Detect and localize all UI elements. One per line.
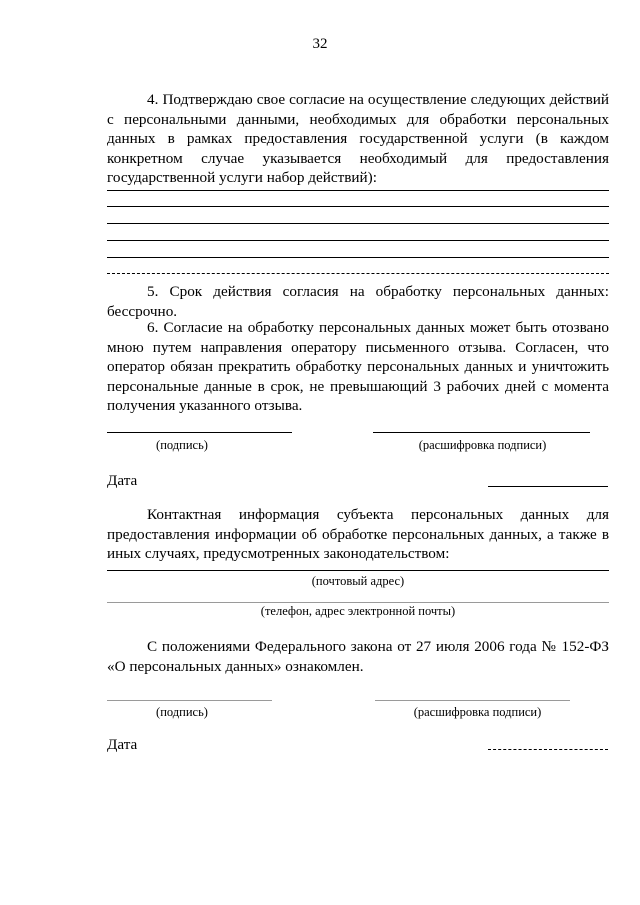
phone-email-caption: (телефон, адрес электронной почты) <box>260 604 456 618</box>
page-number: 32 <box>312 36 328 52</box>
signature-line-2 <box>107 700 272 701</box>
item-6-paragraph: 6. Согласие на обработку персональных данных может быть отозвано мною путем направления оператору письменного отзыва. Согласен, что оператор обязан прекратить обработку персональных данных и уничтожить персональные данные в срок, не превышающий 3 рабочих дней с момента получения указанного отзыва. <box>107 319 609 414</box>
item-4-paragraph: 4. Подтверждаю свое согласие на осуществление следующих действий с персональными данными, необходимых для обработки персональных данных в рамках предоставления государственной услуги (в каждом конкретном случае указывается необходимый для предоставления государственной услуги набор действий): <box>107 91 609 186</box>
decode-line-2 <box>375 700 570 701</box>
item-5-paragraph: 5. Срок действия согласия на обработку персональных данных: бессрочно. <box>107 283 609 320</box>
phone-email-line <box>107 602 609 603</box>
date-label-1: Дата <box>107 472 138 489</box>
blank-line-2 <box>107 206 609 207</box>
blank-line-6 <box>107 273 609 274</box>
signature-caption-1: (подпись) <box>156 438 208 452</box>
signature-line-1 <box>107 432 292 433</box>
blank-line-1 <box>107 190 609 191</box>
blank-line-3 <box>107 223 609 224</box>
blank-line-4 <box>107 240 609 241</box>
postal-address-line <box>107 570 609 571</box>
date-line-2 <box>488 749 608 750</box>
decode-caption-1: (расшифровка подписи) <box>418 438 547 452</box>
blank-line-5 <box>107 257 609 258</box>
date-label-2: Дата <box>107 736 138 753</box>
law-acknowledgement-paragraph: С положениями Федерального закона от 27 июля 2006 года № 152-ФЗ «О персональных данных» ознакомлен. <box>107 638 609 675</box>
signature-caption-2: (подпись) <box>156 705 208 719</box>
contact-info-paragraph: Контактная информация субъекта персональных данных для предоставления информации об обработке персональных данных, а также в иных случаях, предусмотренных законодательством: <box>107 506 609 562</box>
postal-address-caption: (почтовый адрес) <box>311 574 405 588</box>
date-line-1 <box>488 486 608 487</box>
decode-line-1 <box>373 432 590 433</box>
decode-caption-2: (расшифровка подписи) <box>413 705 542 719</box>
